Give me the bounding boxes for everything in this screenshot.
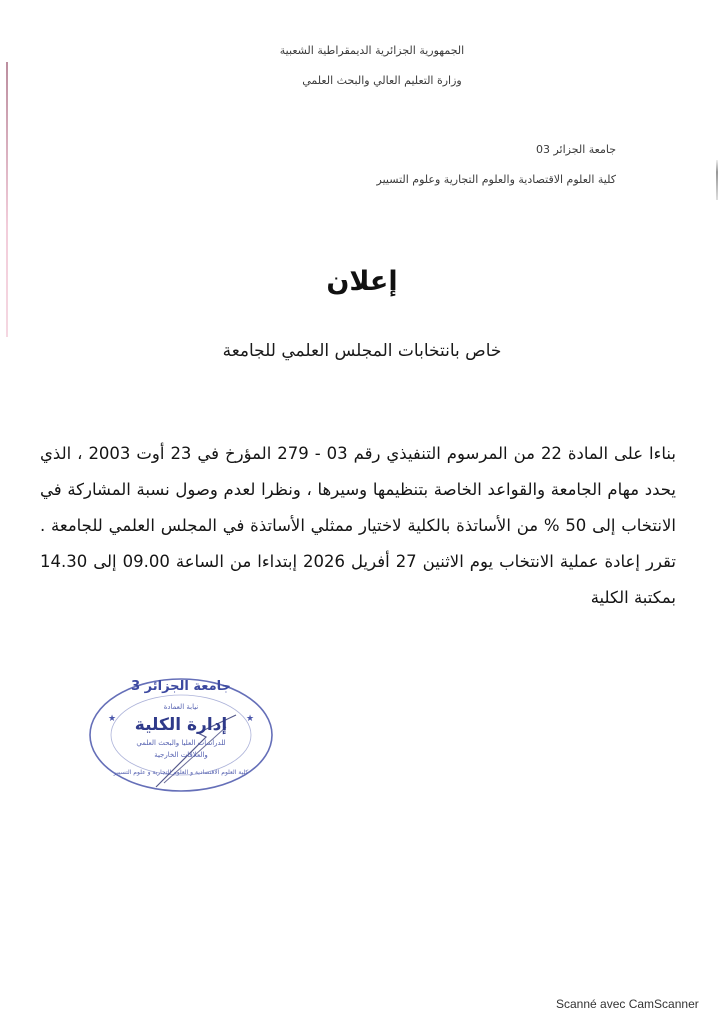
scan-edge-mark xyxy=(716,160,718,200)
stamp-line-1: نيابة العمادة xyxy=(163,703,199,711)
document-title: إعلان xyxy=(326,266,398,297)
stamp-line-2: للدراسات العليا والبحث العلمي xyxy=(136,739,226,747)
stamp-center-text: إدارة الكلية xyxy=(134,715,228,735)
stamp-line-3: والعلاقات الخارجية xyxy=(154,751,208,759)
svg-text:★: ★ xyxy=(246,714,255,724)
document-subtitle: خاص بانتخابات المجلس العلمي للجامعة xyxy=(222,341,502,361)
republic-header: الجمهورية الجزائرية الديمقراطية الشعبية xyxy=(279,44,465,57)
university-name: جامعة الجزائر 03 xyxy=(535,143,616,156)
official-stamp xyxy=(86,675,276,795)
stamp-university-text: جامعة الجزائر 3 xyxy=(131,679,231,694)
stamp-ring-text: كلية العلوم الاقتصادية و العلوم التجارية و علوم التسيير xyxy=(113,769,249,776)
svg-text:★: ★ xyxy=(108,714,117,724)
faculty-name: كلية العلوم الاقتصادية والعلوم التجارية وعلوم التسيير xyxy=(376,173,616,186)
camscanner-watermark: Scanné avec CamScanner xyxy=(556,997,699,1011)
ministry-header: وزارة التعليم العالي والبحث العلمي xyxy=(302,74,462,87)
announcement-body: بناءا على المادة 22 من المرسوم التنفيذي رقم 03 - 279 المؤرخ في 23 أوت 2003 ، الذي يحدد مهام الجامعة والقواعد الخاصة بتنظيمها وسيرها ، ونظرا لعدم وصول نسبة المشاركة في الانتخاب إلى 50 % من الأساتذة بالكلية لاختيار ممثلي الأساتذة في المجلس العلمي للجامعة . تقرر إعادة عملية الانتخاب يوم الاثنين 27 أفريل 2026 إبتداءا من الساعة 09.00 إلى 14.30 بمكتبة الكلية xyxy=(40,444,676,607)
